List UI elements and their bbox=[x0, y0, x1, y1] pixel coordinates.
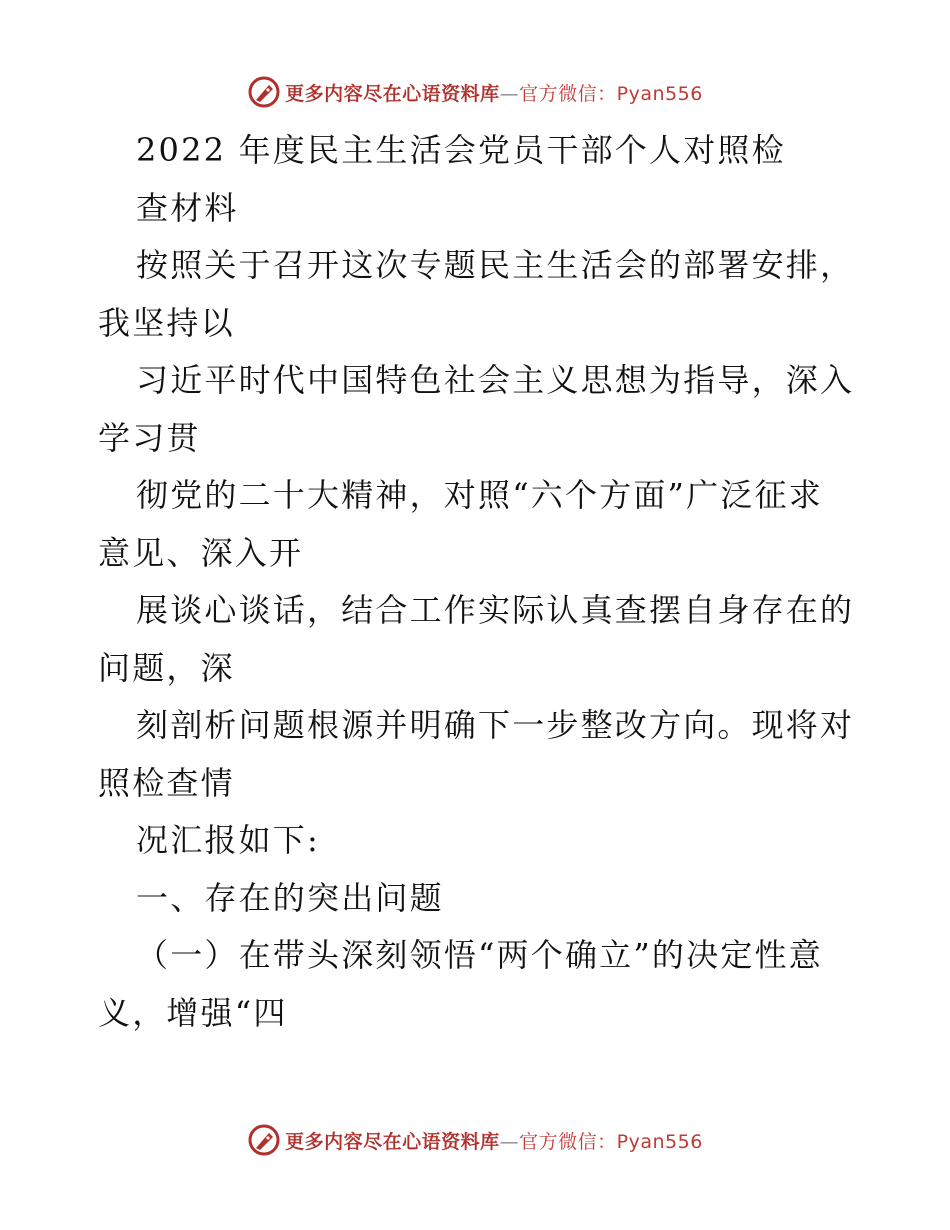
banner-main-text: 更多内容尽在心语资料库 bbox=[285, 82, 500, 105]
pen-nib-logo-icon bbox=[247, 75, 281, 109]
banner-separator: — bbox=[499, 1130, 520, 1153]
doc-section-heading: 一、存在的突出问题 bbox=[136, 878, 444, 917]
banner-wechat-text: 官方微信：Pyan556 bbox=[519, 1130, 703, 1153]
header-watermark-banner bbox=[0, 72, 950, 112]
doc-title-line-1: 2022 年度民主生活会党员干部个人对照检 bbox=[136, 131, 786, 169]
doc-paragraph-line: 况汇报如下: bbox=[136, 821, 320, 859]
pen-nib-logo-icon bbox=[247, 1123, 281, 1157]
doc-paragraph-line: 刻剖析问题根源并明确下一步整改方向。现将对 bbox=[136, 706, 855, 744]
doc-subsection-heading: （一）在带头深刻领悟“两个确立”的决定性意 bbox=[136, 936, 823, 974]
banner-wechat-text: 官方微信：Pyan556 bbox=[519, 82, 703, 105]
banner-main-text: 更多内容尽在心语资料库 bbox=[285, 1130, 500, 1153]
document-body bbox=[98, 122, 858, 1042]
banner-caption bbox=[285, 1127, 703, 1154]
doc-paragraph-line: 展谈心谈话，结合工作实际认真查摆自身存在的 bbox=[136, 591, 855, 629]
doc-paragraph-line: 学习贯 bbox=[98, 418, 201, 457]
doc-paragraph-line: 按照关于召开这次专题民主生活会的部署安排， bbox=[136, 246, 855, 284]
doc-paragraph-line: 问题，深 bbox=[98, 648, 235, 687]
banner-separator: — bbox=[499, 82, 520, 105]
doc-paragraph-line: 照检查情 bbox=[98, 763, 235, 802]
doc-title-line-2: 查材料 bbox=[136, 188, 239, 227]
doc-paragraph-line: 意见、深入开 bbox=[98, 533, 304, 572]
doc-paragraph-line: 我坚持以 bbox=[98, 303, 235, 342]
footer-watermark-banner bbox=[0, 1120, 950, 1160]
doc-subsection-heading-cont: 义，增强“四 bbox=[98, 993, 288, 1032]
banner-caption bbox=[285, 79, 703, 106]
doc-paragraph-line: 彻党的二十大精神，对照“六个方面”广泛征求 bbox=[136, 476, 823, 514]
doc-paragraph-line: 习近平时代中国特色社会主义思想为指导，深入 bbox=[136, 361, 855, 399]
